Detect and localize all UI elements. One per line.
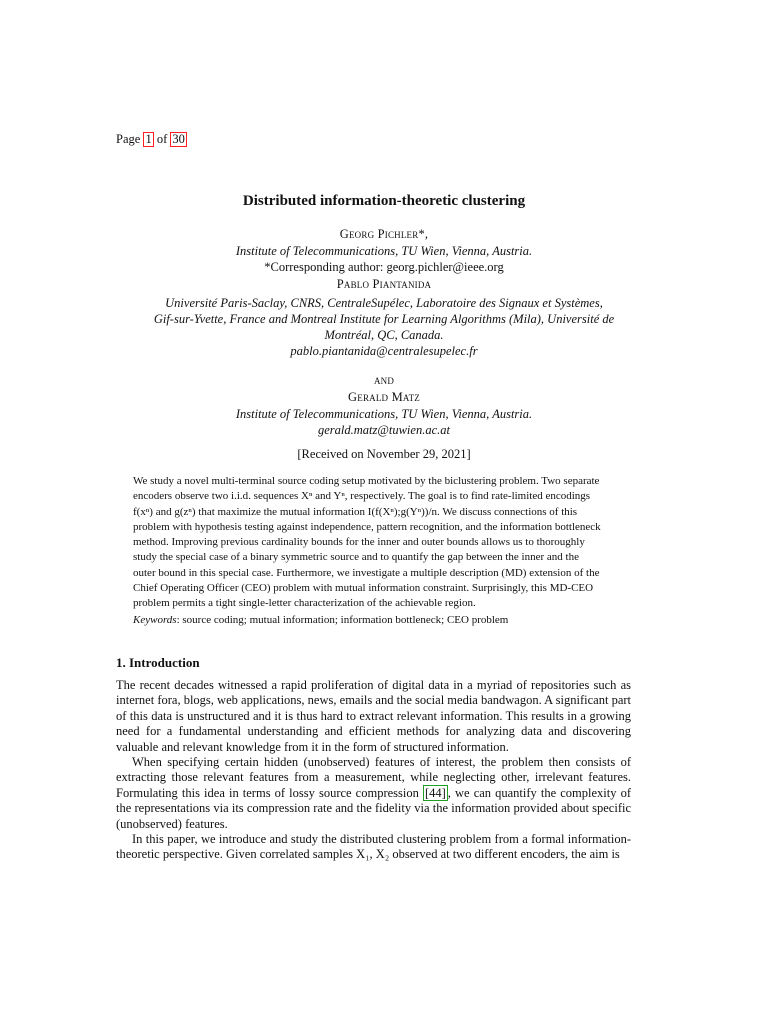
paragraph bbox=[116, 755, 631, 832]
paragraph-text: When specifying certain hidden (unobserved) features of interest, the problem then consists of extracting those relevant features from a measurement, while neglecting other, irrelevant features. Formulating this idea in terms of lossy source compression bbox=[116, 755, 631, 800]
abstract-line: outer bound in this special case. Furthermore, we investigate a multiple description (MD) extension of the bbox=[133, 566, 600, 579]
abstract-line: problem permits a tight single-letter characterization of the achievable region. bbox=[133, 597, 476, 610]
author-name-1: Georg Pichler*, bbox=[339, 227, 429, 241]
author-affiliation-2-line-2: Gif-sur-Yvette, France and Montreal Institute for Learning Algorithms (Mila), Université de bbox=[153, 312, 615, 326]
abstract-line: We study a novel multi-terminal source coding setup motivated by the biclustering problem. Two separate bbox=[133, 475, 600, 487]
author-affiliation-2-line-3: Montréal, QC, Canada. bbox=[324, 328, 444, 342]
section-heading: 1. Introduction bbox=[116, 655, 200, 670]
abstract-line: encoders observe two i.i.d. sequences Xⁿ and Yⁿ, respectively. The goal is to find rate-limited encodings bbox=[133, 490, 591, 503]
abstract bbox=[133, 474, 633, 612]
abstract-line: f(xⁿ) and g(zⁿ) that maximize the mutual information I(f(Xⁿ);g(Yⁿ))/n. We discuss connections of this bbox=[133, 505, 578, 518]
page-prefix: Page bbox=[116, 132, 141, 146]
corresponding-author: *Corresponding author: georg.pichler@ieee.org bbox=[264, 260, 504, 274]
received-date: [Received on November 29, 2021] bbox=[297, 447, 471, 461]
abstract-line: method. Improving previous cardinality bounds for the inner and outer bounds allows us to thoroughly bbox=[133, 536, 585, 549]
author-name-2: Pablo Piantanida bbox=[336, 277, 432, 291]
and-separator: and bbox=[373, 373, 395, 387]
abstract-line: problem with hypothesis testing against independence, pattern recognition, and the information bottleneck bbox=[133, 520, 601, 533]
abstract-line: study the special case of a binary symmetric source and to quantify the gap between the inner and the bbox=[133, 551, 579, 564]
abstract-line: Chief Operating Officer (CEO) problem with mutual information constraint. Surprisingly, this MD-CEO bbox=[133, 582, 594, 595]
keywords bbox=[133, 614, 508, 626]
author-name-3: Gerald Matz bbox=[348, 390, 420, 404]
author-email-2: pablo.piantanida@centralesupelec.fr bbox=[290, 344, 478, 358]
paper-title: Distributed information-theoretic clustering bbox=[242, 193, 526, 209]
keywords-label: Keywords bbox=[133, 614, 177, 626]
author-affiliation-1: Institute of Telecommunications, TU Wien, Vienna, Austria. bbox=[235, 244, 533, 258]
paragraph: The recent decades witnessed a rapid proliferation of digital data in a myriad of repositories such as internet fora, blogs, web applications, news, emails and the social media bandwagon. A significant part of this data is unstructured and it is thus hard to extract relevant information. This results in a growing need for a fundamental understanding and efficient methods for analyzing data and discovering valuable and relevant knowledge from it in the form of structured information. bbox=[116, 678, 631, 754]
author-affiliation-3: Institute of Telecommunications, TU Wien, Vienna, Austria. bbox=[235, 407, 533, 421]
paragraph-text: , we can quantify the complexity of the representations via its compression rate and the fidelity via the information provided about specific (unobserved) features. bbox=[116, 785, 631, 831]
author-email-3: gerald.matz@tuwien.ac.at bbox=[318, 423, 450, 437]
page-indicator bbox=[116, 132, 187, 147]
author-affiliation-2-line-1: Université Paris-Saclay, CNRS, CentraleSupélec, Laboratoire des Signaux et Systèmes, bbox=[165, 296, 603, 310]
total-pages-link[interactable]: 30 bbox=[172, 132, 185, 146]
citation-link[interactable]: [44] bbox=[424, 785, 446, 800]
paragraph: In this paper, we introduce and study the distributed clustering problem from a formal information-theoretic perspective. Given correlated samples X₁, X₂ observed at two different encoders, the aim is bbox=[116, 832, 631, 862]
keywords-text: : source coding; mutual information; information bottleneck; CEO problem bbox=[176, 614, 509, 626]
current-page-link[interactable]: 1 bbox=[145, 132, 152, 146]
page-of: of bbox=[156, 132, 168, 146]
body-text bbox=[116, 678, 631, 863]
